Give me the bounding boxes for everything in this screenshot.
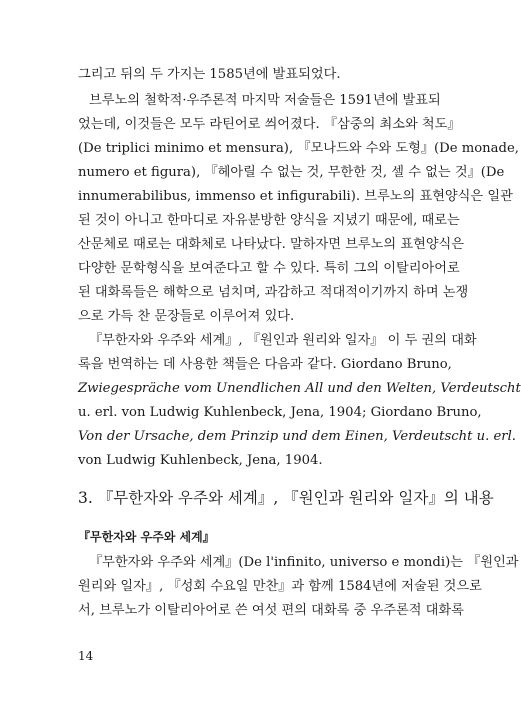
text-line: numero et figura), 『헤아릴 수 없는 것, 무한한 것, 셀 수 없는 것』(De [78, 165, 505, 180]
text-line: Zwiegespräche vom Unendlichen All und den Welten, Verdeutscht [78, 381, 521, 396]
text-line: Von der Ursache, dem Prinzip und dem Einen, Verdeutscht u. erl. [78, 429, 516, 444]
text-line: 『무한자와 우주와 세계』(De l'infinito, universo e mondi)는 『원인과 [89, 555, 519, 570]
text-line: von Ludwig Kuhlenbeck, Jena, 1904. [78, 453, 323, 468]
text-line: 『무한자와 우주와 세계』, 『원인과 원리와 일자』 이 두 권의 대화 [89, 333, 477, 348]
subheading: 『무한자와 우주와 세계』 [78, 530, 215, 544]
text-line: 된 것이 아니고 한마디로 자유분방한 양식을 지녔기 때문에, 때로는 [78, 213, 460, 228]
text-line: (De triplici minimo et mensura), 『모나드와 수와 도형』(De monade, [78, 141, 519, 156]
text-line: 산문체로 때로는 대화체로 나타났다. 말하자면 브루노의 표현양식은 [78, 237, 465, 252]
text-line: 었는데, 이것들은 모두 라틴어로 씌어졌다. 『삼중의 최소와 척도』 [78, 117, 461, 132]
section-heading: 3. 『무한자와 우주와 세계』, 『원인과 원리와 일자』의 내용 [78, 489, 494, 507]
text-line: innumerabilibus, immenso et infigurabili). 브루노의 표현양식은 일관 [78, 189, 513, 204]
text-line: 으로 가득 찬 문장들로 이루어져 있다. [78, 309, 295, 324]
text-line: 브루노의 철학적·우주론적 마지막 저술들은 1591년에 발표되 [89, 93, 441, 108]
text-line: 원리와 일자』, 『성회 수요일 만찬』과 함께 1584년에 저술된 것으로 [78, 579, 482, 594]
text-line: 록을 번역하는 데 사용한 책들은 다음과 같다. Giordano Bruno, [78, 357, 452, 372]
text-line: 서, 브루노가 이탈리아어로 쓴 여섯 편의 대화록 중 우주론적 대화록 [78, 603, 464, 618]
text-line: u. erl. von Ludwig Kuhlenbeck, Jena, 1904; Giordano Bruno, [78, 405, 482, 420]
page-number: 14 [78, 649, 94, 663]
text-line: 다양한 문학형식을 보여준다고 할 수 있다. 특히 그의 이탈리아어로 [78, 261, 460, 276]
text-line: 그리고 뒤의 두 가지는 1585년에 발표되었다. [78, 67, 341, 82]
text-line: 된 대화록들은 해학으로 넘치며, 과감하고 적대적이기까지 하며 논쟁 [78, 285, 469, 300]
